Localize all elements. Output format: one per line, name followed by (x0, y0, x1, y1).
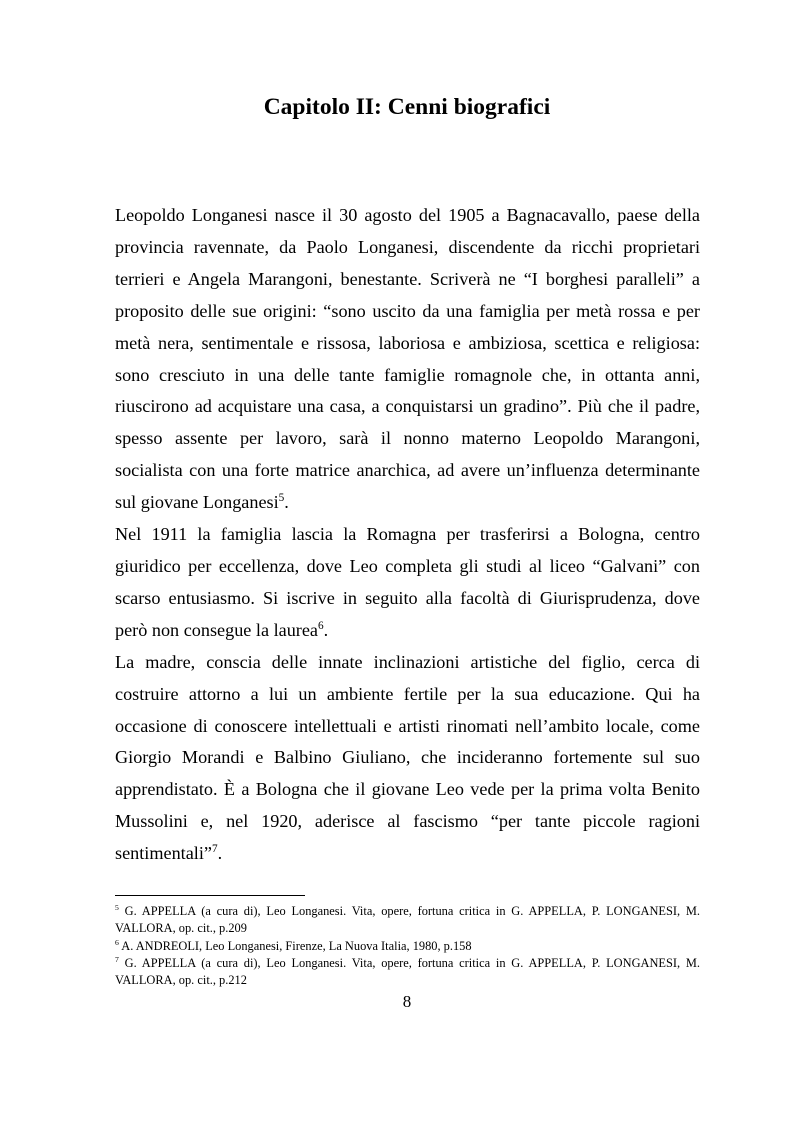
paragraph (115, 200, 700, 519)
footnote-number: 6 (115, 937, 119, 947)
footnote-text: G. APPELLA (a cura di), Leo Longanesi. Vita, opere, fortuna critica in G. APPELLA, P. LONGANESI, M. VALLORA, op. cit., p.212 (115, 955, 701, 988)
footnote (115, 955, 700, 990)
footnote-reference[interactable]: 5 (278, 492, 285, 505)
page-number: 8 (402, 992, 412, 1011)
paragraph-text: La madre, conscia delle innate inclinazioni artistiche del figlio, cerca di costruire attorno a lui un ambiente fertile per la sua educazione. Qui ha occasione di conoscere intellettuali e artisti rinomati nell’ambito locale, come Giorgio Morandi e Balbino Giuliano, che incideranno fortemente sul suo apprendistato. È a Bologna che il giovane Leo vede per la prima volta Benito Mussolini e, nel 1920, aderisce al fascismo “per tante piccole ragioni sentimentali” (115, 651, 700, 864)
footnote-text: G. APPELLA (a cura di), Leo Longanesi. Vita, opere, fortuna critica in G. APPELLA, P. LONGANESI, M. VALLORA, op. cit., p.209 (115, 904, 701, 936)
paragraph (115, 647, 700, 870)
paragraph-end: . (284, 492, 289, 513)
paragraph-end: . (217, 843, 223, 864)
chapter-title: Capitolo II: Cenni biografici (263, 94, 551, 120)
footnote-separator (115, 895, 305, 896)
footnote (115, 938, 700, 955)
paragraph-text: Nel 1911 la famiglia lascia la Romagna per trasferirsi a Bologna, centro giuridico per eccellenza, dove Leo completa gli studi al liceo “Galvani” con scarso entusiasmo. Si iscrive in seguito alla facoltà di Giurisprudenza, dove però non consegue la laurea (115, 524, 700, 640)
paragraph-text: Leopoldo Longanesi nasce il 30 agosto del 1905 a Bagnacavallo, paese della provincia ravennate, da Paolo Longanesi, discendente da ricchi proprietari terrieri e Angela Marangoni, benestante. Scriverà ne “I borghesi paralleli” a proposito delle sue origini: “sono uscito da una famiglia per metà rossa e per metà nera, sentimentale e rissosa, laboriosa e ambiziosa, scettica e religiosa: sono cresciuto in una delle tante famiglie romagnole che, in ottanta anni, riuscirono ad acquistare una casa, a conquistarsi un gradino”. Più che il padre, spesso assente per lavoro, sarà il nonno materno Leopoldo Marangoni, socialista con una forte matrice anarchica, ad avere un’influenza determinante sul giovane Longanesi (115, 205, 700, 513)
footnote-number: 5 (115, 902, 119, 912)
footnote-reference[interactable]: 6 (318, 619, 324, 632)
paragraph-end: . (323, 619, 329, 640)
footnote (115, 903, 700, 938)
footnote-text: A. ANDREOLI, Leo Longanesi, Firenze, La Nuova Italia, 1980, p.158 (121, 938, 472, 953)
body-text (115, 200, 700, 870)
paragraph (115, 519, 700, 647)
footnote-reference[interactable]: 7 (211, 843, 218, 856)
footnote-number: 7 (115, 954, 119, 964)
